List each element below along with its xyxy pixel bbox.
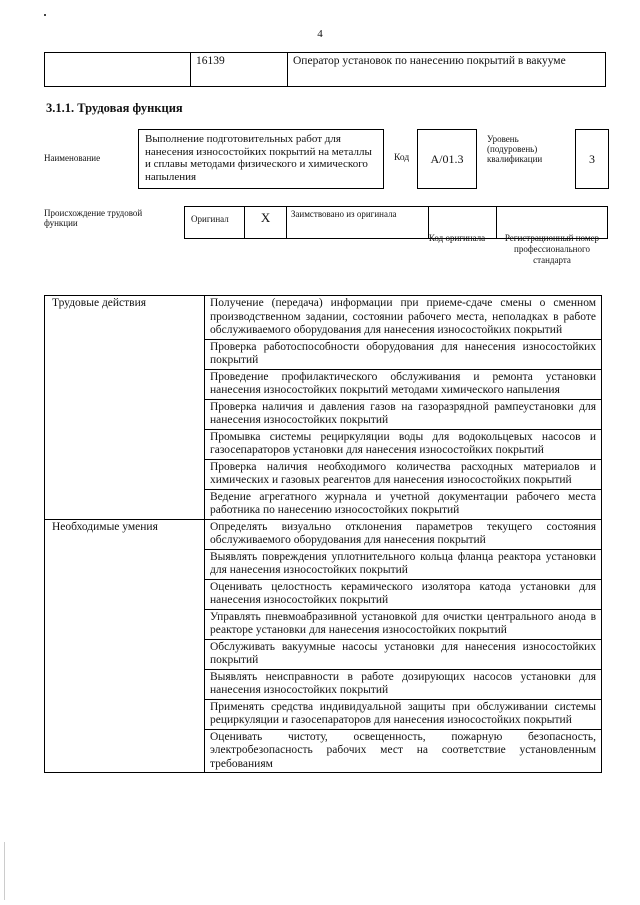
table-row: Получение (передача) информации при приеме-сдаче смены о сменном производственном задании, состоянии рабочего места, неполадках в работе обслуживаемого оборудования для нанесения износостойких покрытий (205, 296, 602, 340)
table-row: Ведение агрегатного журнала и учетной документации рабочего места работника по нанесению износостойких покрытий (205, 489, 602, 519)
section-heading: 3.1.1. Трудовая функция (46, 101, 183, 115)
table-row: Обслуживать вакуумные насосы установки для нанесения износостойких покрытий (205, 639, 602, 669)
level-value-box: 3 (575, 129, 609, 189)
origin-label: Происхождение трудовой функции (44, 208, 143, 228)
function-code-box: А/01.3 (417, 129, 477, 189)
table-row: Управлять пневмоабразивной установкой для очистки центрального анода в реакторе установки для нанесения износостойких покрытий (205, 609, 602, 639)
table-row: Проверка наличия необходимого количества расходных материалов и химических и газовых реагентов для нанесения износостойких покрытий (205, 459, 602, 489)
occupation-table (44, 52, 606, 87)
page-number: 4 (317, 28, 323, 40)
scan-dot (44, 14, 46, 16)
code-original-label: Код оригинала (428, 233, 486, 243)
table-row: Проверка наличия и давления газов на газоразрядной рампеустановки для нанесения износостойких покрытий (205, 399, 602, 429)
original-label: Оригинал (185, 207, 245, 239)
table-row: Проверка работоспособности оборудования для нанесения износостойких покрытий (205, 339, 602, 369)
code-label: Код (394, 153, 410, 163)
table-row: Выявлять повреждения уплотнительного кольца фланца реактора установки для нанесения износостойких покрытий (205, 549, 602, 579)
scan-margin-mark (4, 842, 5, 900)
table-row: Применять средства индивидуальной защиты при обслуживании системы рециркуляции и газосепараторов для нанесения износостойких покрытий (205, 699, 602, 729)
table-row: Промывка системы рециркуляции воды для водокольцевых насосов и газосепараторов установки для нанесения износостойких покрытий (205, 429, 602, 459)
table-row: Проведение профилактического обслуживания и ремонта установки нанесения износостойких покрытий методами химического напыления (205, 369, 602, 399)
table-row: Определять визуально отклонения параметров текущего состояния обслуживаемого оборудования для нанесения покрытий (205, 519, 602, 549)
function-name-box: Выполнение подготовительных работ для нанесения износостойких покрытий на металлы и сплавы методами физического и химического напыления (138, 129, 384, 189)
section-title-actions: Трудовые действия (45, 296, 205, 520)
level-label: Уровень (подуровень) квалификации (487, 134, 543, 164)
borrowed-label: Заимствовано из оригинала (286, 207, 428, 239)
occupation-empty-cell (45, 53, 191, 87)
occupation-name: Оператор установок по нанесению покрытий в вакууме (288, 53, 606, 87)
occupation-code: 16139 (191, 53, 288, 87)
section-title-skills: Необходимые умения (45, 519, 205, 773)
table-row: Оценивать целостность керамического изолятора катода установки для нанесения износостойких покрытий (205, 579, 602, 609)
table-row: Выявлять неисправности в работе дозирующих насосов установки для нанесения износостойких покрытий (205, 669, 602, 699)
reg-number-label: Регистрационный номер профессионального стандарта (504, 233, 600, 265)
name-label: Наименование (44, 153, 101, 163)
function-details-table (44, 295, 602, 773)
original-mark: X (245, 207, 287, 239)
table-row: Оценивать чистоту, освещенность, пожарную безопасность, электробезопасность рабочих мест на соответствие установленным требованиям (205, 729, 602, 773)
